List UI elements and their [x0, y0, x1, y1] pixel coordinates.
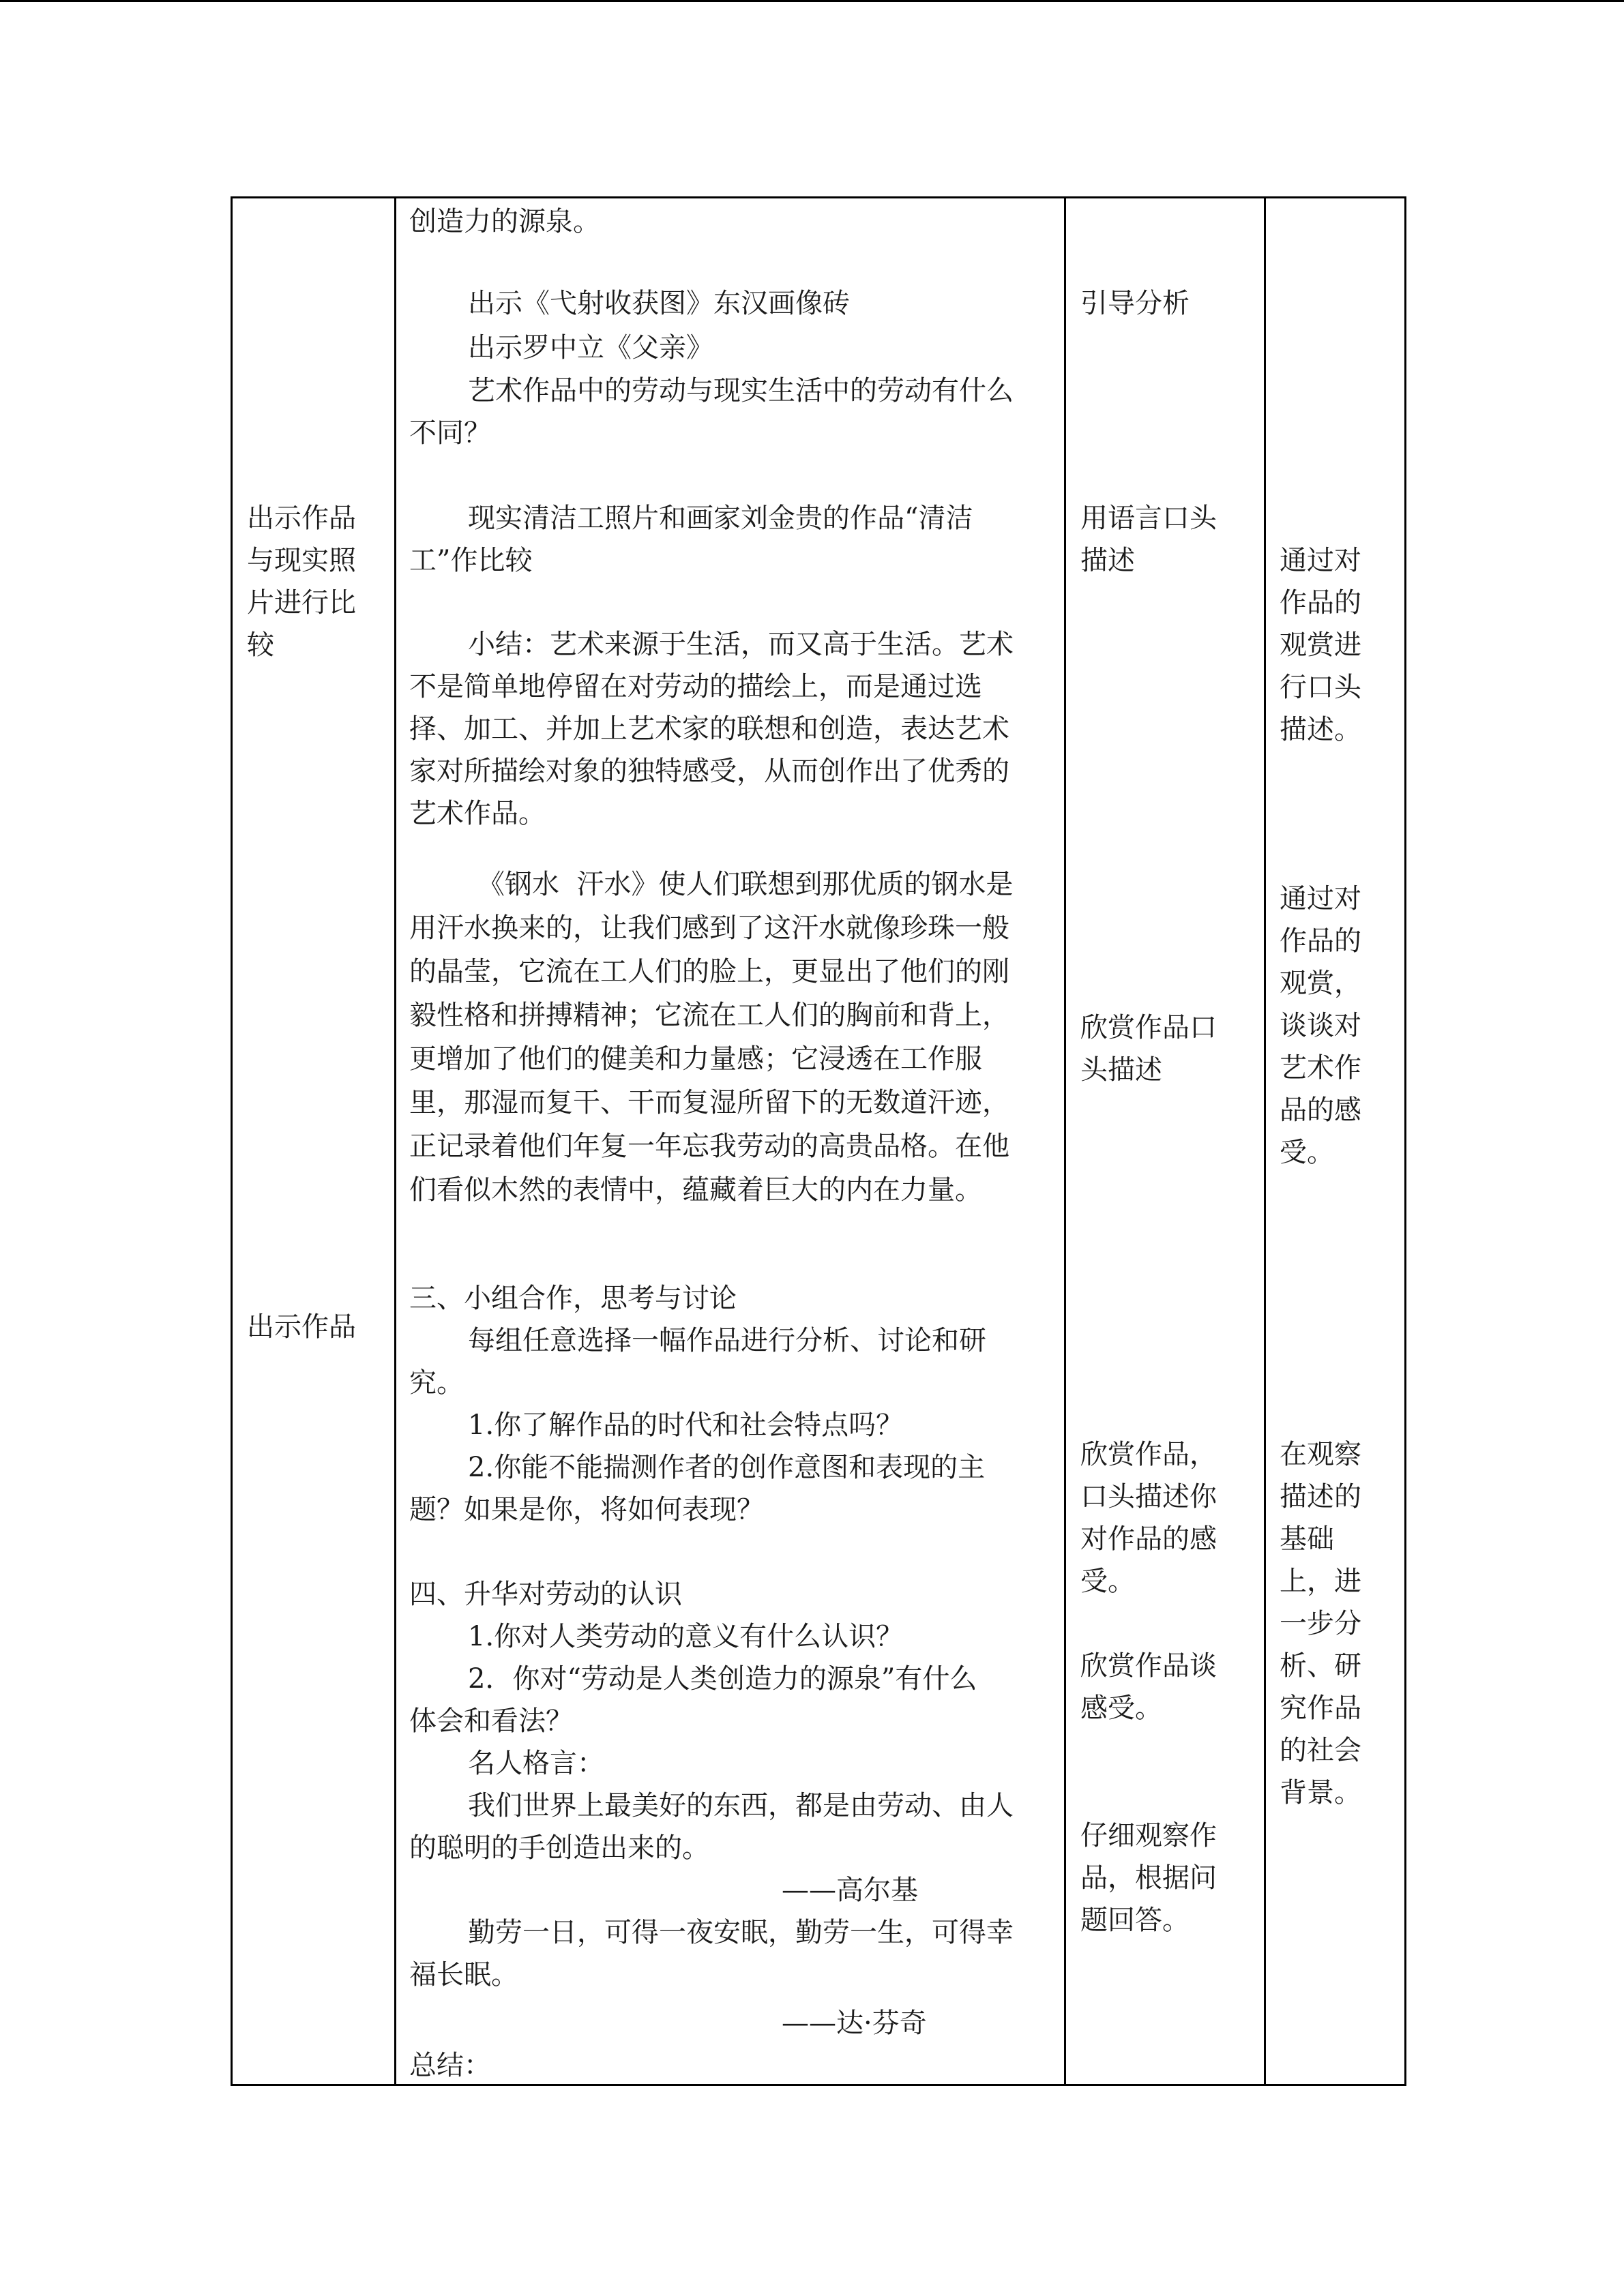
column-divider-3: [1264, 196, 1266, 2086]
purpose1-line: 观赏进: [1280, 629, 1361, 661]
purpose3-line: 究作品: [1280, 1693, 1361, 1724]
activity-oral-line: 用语言口头: [1080, 503, 1217, 534]
purpose1-line: 作品的: [1280, 587, 1361, 618]
purpose3-line: 析、研: [1280, 1650, 1361, 1682]
purpose1-line: 通过对: [1280, 545, 1361, 576]
content-line: 2．你对“劳动是人类创造力的源泉”有什么: [468, 1663, 977, 1695]
content-line: 正记录着他们年复一年忘我劳动的高贵品格。在他: [409, 1131, 1009, 1162]
content-line: 体会和看法？: [409, 1705, 573, 1737]
purpose1-line: 描述。: [1280, 714, 1361, 745]
purpose3-line: 一步分: [1280, 1608, 1361, 1639]
purpose2-line: 谈谈对: [1280, 1010, 1361, 1041]
content-line: 每组任意选择一幅作品进行分析、讨论和研: [468, 1325, 986, 1356]
content-line: 出示罗中立《父亲》: [468, 332, 713, 363]
content-line: 2.你能不能揣测作者的创作意图和表现的主: [468, 1452, 986, 1483]
activity-appreciate-line: 头描述: [1080, 1054, 1162, 1086]
content-line: 名人格言：: [468, 1748, 604, 1779]
content-line: 出示《弋射收获图》东汉画像砖: [468, 288, 850, 319]
content-line: 用汗水换来的，让我们感到了这汗水就像珍珠一般: [409, 912, 1009, 944]
content-line: 艺术作品。: [409, 798, 546, 829]
activity-observe-line: 仔细观察作: [1080, 1820, 1217, 1851]
content-line: 不同？: [409, 417, 491, 449]
activity-guide: 引导分析: [1080, 288, 1190, 319]
purpose2-line: 艺术作: [1280, 1052, 1361, 1084]
content-line: 更增加了他们的健美和力量感；它浸透在工作服: [409, 1043, 982, 1075]
column-divider-1: [394, 196, 396, 2086]
activity-appreciate2-line: 对作品的感: [1080, 1523, 1217, 1555]
content-line: 的聪明的手创造出来的。: [409, 1832, 709, 1864]
content-line: 工”作比较: [409, 545, 533, 576]
purpose3-line: 基础: [1280, 1523, 1334, 1555]
quote-author: ——达·芬奇: [782, 2008, 927, 2039]
stage-compare-line-3: 片进行比: [247, 587, 356, 618]
activity-observe-line: 题回答。: [1080, 1905, 1190, 1936]
activity-feel-line: 感受。: [1080, 1693, 1162, 1724]
purpose2-line: 品的感: [1280, 1094, 1361, 1126]
content-line: 不是简单地停留在对劳动的描绘上，而是通过选: [409, 671, 982, 702]
stage-compare-line-4: 较: [247, 629, 274, 661]
content-line: 总结：: [409, 2050, 491, 2081]
content-line: 艺术作品中的劳动与现实生活中的劳动有什么: [468, 375, 1014, 406]
stage-show-works: 出示作品: [247, 1311, 356, 1343]
quote-author: ——高尔基: [782, 1875, 918, 1906]
content-line: 四、升华对劳动的认识: [409, 1579, 682, 1610]
purpose1-line: 行口头: [1280, 672, 1361, 703]
activity-appreciate2-line: 受。: [1080, 1566, 1135, 1597]
stage-compare-line-2: 与现实照: [247, 545, 356, 576]
content-line: 三、小组合作，思考与讨论: [409, 1283, 737, 1314]
column-divider-2: [1064, 196, 1066, 2086]
activity-feel-line: 欣赏作品谈: [1080, 1650, 1217, 1682]
page-top-border: [0, 0, 1624, 2]
content-line: 们看似木然的表情中，蕴藏着巨大的内在力量。: [409, 1174, 982, 1206]
content-line: 择、加工、并加上艺术家的联想和创造，表达艺术: [409, 713, 1009, 745]
content-line: 毅性格和拼搏精神；它流在工人们的胸前和背上，: [409, 1000, 1009, 1031]
purpose2-line: 受。: [1280, 1137, 1334, 1168]
purpose3-line: 描述的: [1280, 1481, 1361, 1512]
purpose3-line: 在观察: [1280, 1439, 1361, 1470]
purpose2-line: 观赏，: [1280, 968, 1361, 999]
activity-observe-line: 品，根据问: [1080, 1862, 1217, 1894]
content-line: 现实清洁工照片和画家刘金贵的作品“清洁: [468, 503, 973, 534]
stage-compare-line-1: 出示作品: [247, 503, 356, 534]
content-line: 1.你对人类劳动的意义有什么认识？: [468, 1621, 904, 1652]
content-line: 《钢水 汗水》使人们联想到那优质的钢水是: [477, 869, 1014, 900]
purpose3-line: 背景。: [1280, 1777, 1361, 1808]
content-line: 勤劳一日，可得一夜安眠，勤劳一生，可得幸: [468, 1917, 1014, 1948]
content-line: 的晶莹，它流在工人们的脸上，更显出了他们的刚: [409, 956, 1009, 987]
content-line: 小结：艺术来源于生活，而又高于生活。艺术: [468, 629, 1014, 660]
purpose2-line: 通过对: [1280, 883, 1361, 914]
activity-appreciate-line: 欣赏作品口: [1080, 1012, 1217, 1043]
content-line: 福长眠。: [409, 1959, 518, 1991]
content-line: 家对所描绘对象的独特感受，从而创作出了优秀的: [409, 756, 1009, 787]
content-line: 究。: [409, 1367, 464, 1399]
activity-appreciate2-line: 口头描述你: [1080, 1481, 1217, 1512]
content-line: 我们世界上最美好的东西，都是由劳动、由人: [468, 1790, 1014, 1821]
activity-oral-line: 描述: [1080, 545, 1135, 576]
activity-appreciate2-line: 欣赏作品，: [1080, 1439, 1217, 1470]
content-line: 题？如果是你，将如何表现？: [409, 1494, 764, 1525]
content-line: 1.你了解作品的时代和社会特点吗？: [468, 1410, 904, 1441]
purpose2-line: 作品的: [1280, 925, 1361, 957]
purpose3-line: 的社会: [1280, 1735, 1361, 1766]
content-line: 里，那湿而复干、干而复湿所留下的无数道汗迹，: [409, 1087, 1009, 1118]
purpose3-line: 上，进: [1280, 1566, 1361, 1597]
content-line: 创造力的源泉。: [409, 206, 600, 237]
